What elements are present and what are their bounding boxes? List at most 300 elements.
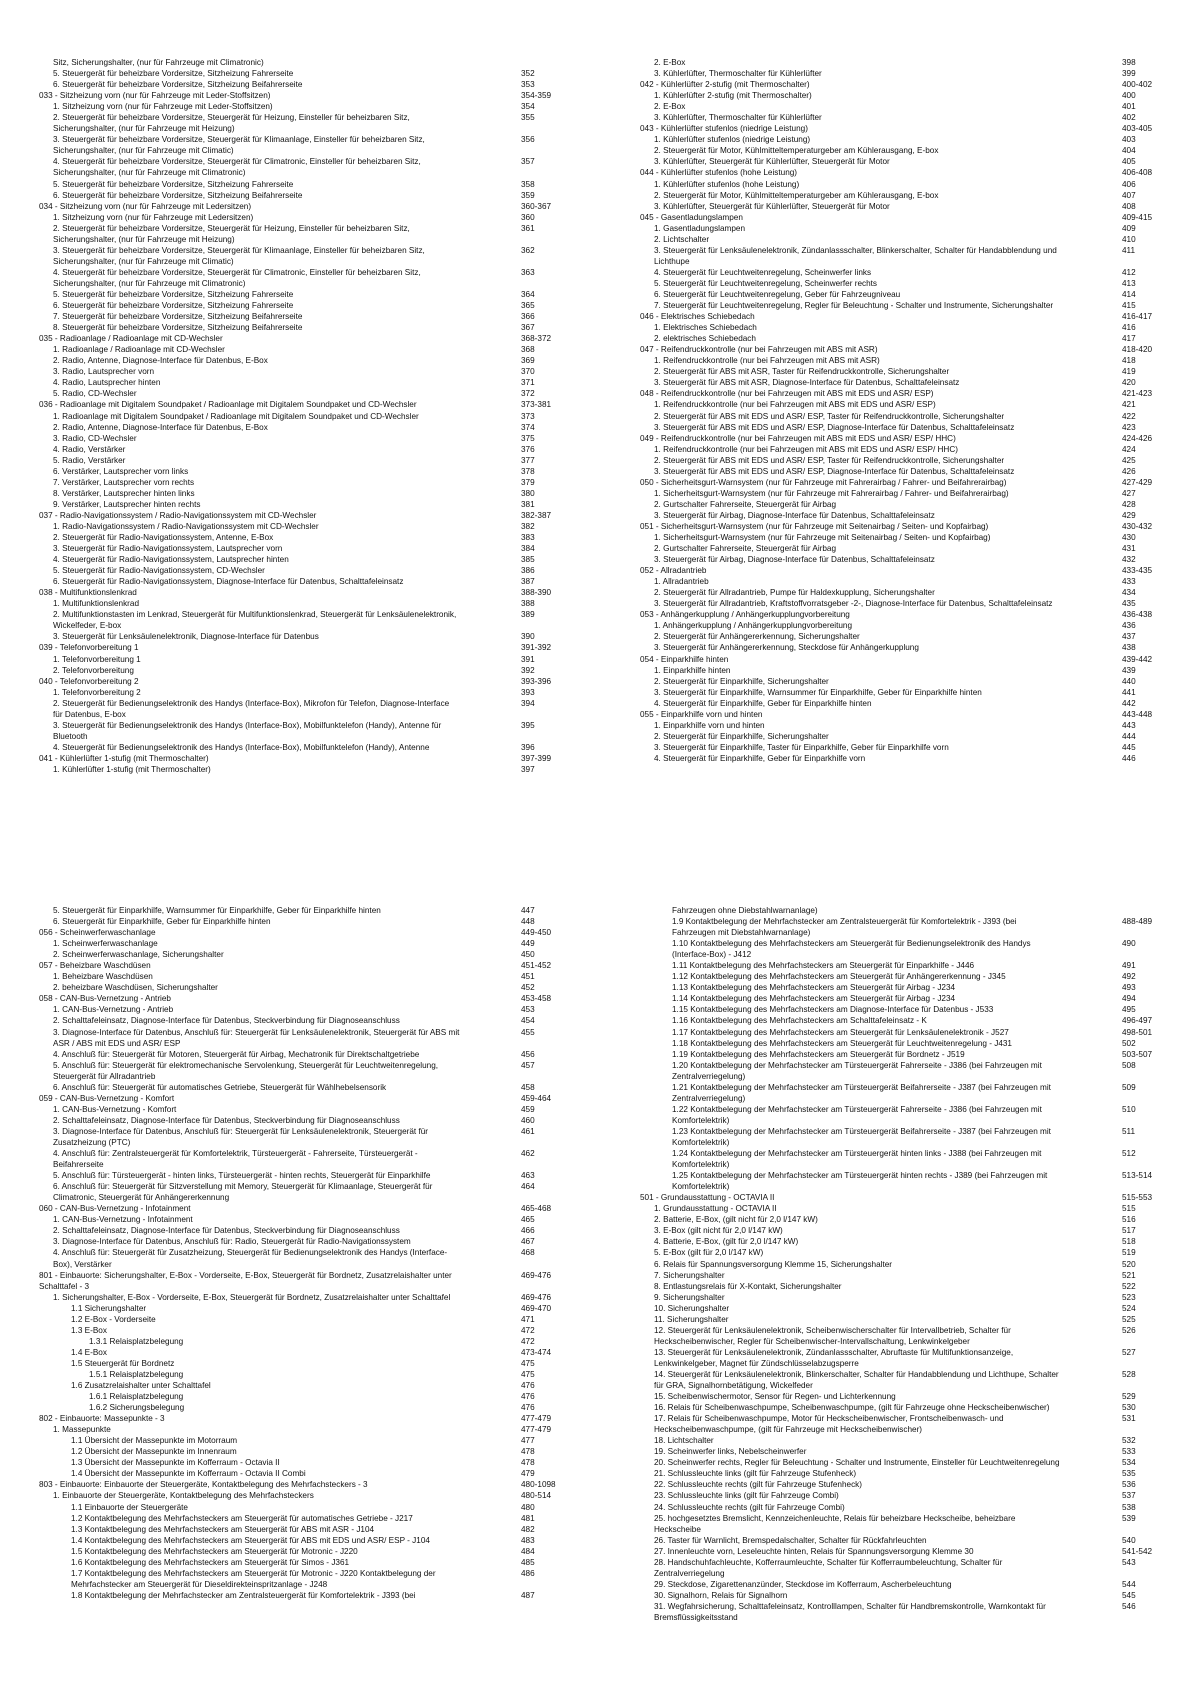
toc-section-entry[interactable] [640, 79, 1154, 90]
toc-entry-title: 4. Anschluß für: Zentralsteuergerät für Komfortelektrik, Türsteuergerät - Fahrerseite, Türsteuergerät - Beifahrerseite [53, 1149, 418, 1170]
toc-entry[interactable] [39, 1170, 553, 1181]
toc-entry-page: 380 [521, 488, 535, 498]
toc-entry-page: 394 [521, 698, 535, 708]
toc-section-entry[interactable] [640, 609, 1154, 620]
toc-entry-page: 476 [521, 1403, 535, 1413]
toc-entry[interactable] [640, 1435, 1154, 1446]
toc-entry[interactable] [39, 422, 553, 433]
toc-entry-title: 2. Schalttafeleinsatz, Diagnose-Interface für Datenbus, Steckverbindung für Diagnoseanschluss [53, 1016, 400, 1026]
toc-entry[interactable] [39, 1325, 553, 1336]
toc-entry-page: 543 [1122, 1557, 1136, 1567]
toc-entry[interactable] [640, 179, 1154, 190]
toc-entry-title: 6. Anschluß für: Steuergerät für Sitzverstellung mit Memory, Steuergerät für Klimaanlage, Steuergerät für Climatronic, Steuergerät für Anhängererkennung [53, 1182, 433, 1203]
toc-entry[interactable] [39, 742, 553, 753]
toc-section-entry[interactable] [39, 753, 553, 764]
toc-entry[interactable] [640, 333, 1154, 344]
toc-entry[interactable] [39, 1380, 553, 1391]
toc-entry[interactable] [640, 245, 1154, 267]
toc-section-entry[interactable] [39, 510, 553, 521]
toc-entry[interactable] [640, 422, 1154, 433]
toc-entry[interactable] [39, 720, 553, 742]
toc-entry-page: 491 [1122, 961, 1136, 971]
toc-entry[interactable] [39, 1104, 553, 1115]
toc-entry-page: 461 [521, 1126, 535, 1136]
toc-entry-page: 530 [1122, 1403, 1136, 1413]
toc-entry[interactable] [39, 1181, 553, 1203]
toc-entry[interactable] [640, 377, 1154, 388]
toc-entry-page: 448 [521, 917, 535, 927]
toc-entry[interactable] [640, 753, 1154, 764]
toc-section-entry[interactable] [640, 311, 1154, 322]
toc-entry[interactable] [640, 1148, 1154, 1170]
toc-entry[interactable] [640, 1027, 1154, 1038]
toc-entry[interactable] [640, 971, 1154, 982]
toc-section-entry[interactable] [640, 388, 1154, 399]
toc-entry[interactable] [640, 355, 1154, 366]
toc-section-entry[interactable] [640, 521, 1154, 532]
toc-entry[interactable] [39, 1402, 553, 1413]
toc-entry[interactable] [39, 1214, 553, 1225]
toc-entry-page: 492 [1122, 972, 1136, 982]
toc-entry-title: 18. Lichtschalter [654, 1436, 714, 1446]
toc-entry[interactable] [640, 57, 1154, 68]
toc-section-entry[interactable] [640, 1192, 1154, 1203]
toc-entry-page: 426 [1122, 466, 1136, 476]
toc-entry[interactable] [39, 565, 553, 576]
toc-entry-page: 368-372 [521, 334, 552, 344]
toc-entry[interactable] [640, 68, 1154, 79]
toc-entry[interactable] [640, 156, 1154, 167]
toc-entry[interactable] [640, 1126, 1154, 1148]
toc-entry[interactable] [39, 543, 553, 554]
toc-entry-title: 2. Steuergerät für Bedienungselektronik des Handys (Interface-Box), Mikrofon für Telefon, Diagnose-Interface für Datenbus, E-box [53, 698, 450, 719]
toc-entry-title: 1.20 Kontaktbelegung der Mehrfachstecker am Türsteuergerät Fahrerseite - J386 (bei Fahrzeugen mit Zentralverriegelung) [672, 1060, 1042, 1081]
toc-entry[interactable] [640, 905, 1154, 916]
toc-entry[interactable] [640, 993, 1154, 1004]
toc-entry[interactable] [39, 1126, 553, 1148]
toc-entry-page: 412 [1122, 267, 1136, 277]
toc-entry-title: 5. Steuergerät für Leuchtweitenregelung, Scheinwerfer rechts [654, 278, 878, 288]
toc-entry[interactable] [39, 1424, 553, 1435]
toc-entry-title: 1. Sitzheizung vorn (nur für Fahrzeuge mit Leder-Stoffsitzen) [53, 102, 273, 112]
toc-entry-page: 460 [521, 1115, 535, 1125]
toc-section-entry[interactable] [640, 212, 1154, 223]
toc-entry-page: 422 [1122, 411, 1136, 421]
toc-entry[interactable] [640, 1402, 1154, 1413]
toc-entry[interactable] [640, 322, 1154, 333]
toc-entry[interactable] [39, 1247, 553, 1269]
toc-entry-title: 3. Kühlerlüfter, Thermoschalter für Kühlerlüfter [654, 113, 822, 123]
toc-entry-page: 436 [1122, 621, 1136, 631]
toc-entry[interactable] [39, 1369, 553, 1380]
toc-section-entry[interactable] [640, 433, 1154, 444]
toc-entry-title: 30. Signalhorn, Relais für Signalhorn [654, 1590, 788, 1600]
toc-entry[interactable] [39, 1490, 553, 1501]
toc-entry-page: 517 [1122, 1226, 1136, 1236]
toc-entry-title: 501 - Grundausstattung - OCTAVIA II [640, 1193, 775, 1203]
toc-entry-title: 052 - Allradantrieb [640, 566, 707, 576]
toc-entry-title: 1. Elektrisches Schiebedach [654, 323, 757, 333]
toc-entry[interactable] [39, 300, 553, 311]
toc-entry-page: 353 [521, 80, 535, 90]
toc-entry-page: 400 [1122, 91, 1136, 101]
toc-entry-page: 391-392 [521, 643, 552, 653]
toc-entry[interactable] [39, 388, 553, 399]
toc-entry[interactable] [39, 665, 553, 676]
toc-entry[interactable] [640, 1214, 1154, 1225]
toc-entry-page: 486 [521, 1568, 535, 1578]
toc-entry-title: 1. Multifunktionslenkrad [53, 599, 140, 609]
toc-entry-page: 465-468 [521, 1204, 552, 1214]
toc-entry[interactable] [640, 532, 1154, 543]
toc-entry-title: 043 - Kühlerlüfter stufenlos (niedrige Leistung) [640, 124, 808, 134]
toc-entry[interactable] [39, 212, 553, 223]
toc-entry[interactable] [39, 1557, 553, 1568]
toc-entry[interactable] [39, 377, 553, 388]
toc-entry[interactable] [640, 1579, 1154, 1590]
toc-entry[interactable] [640, 1601, 1154, 1623]
toc-entry-page: 498-501 [1122, 1027, 1153, 1037]
toc-entry[interactable] [640, 267, 1154, 278]
toc-entry[interactable] [39, 1148, 553, 1170]
toc-entry[interactable] [640, 145, 1154, 156]
toc-section-entry[interactable] [39, 587, 553, 598]
toc-entry[interactable] [640, 1015, 1154, 1026]
toc-entry-title: 1.17 Kontaktbelegung des Mehrfachsteckers am Steuergerät für Lenksäulenelektronik - J527 [672, 1027, 1009, 1037]
toc-entry-title: 16. Relais für Scheibenwaschpumpe, Scheibenwaschpumpe, (gilt für Fahrzeuge ohne Heckscheibenwischer) [654, 1403, 1050, 1413]
toc-entry[interactable] [39, 949, 553, 960]
toc-section-entry[interactable] [640, 654, 1154, 665]
toc-entry[interactable] [640, 1369, 1154, 1391]
toc-entry[interactable] [39, 982, 553, 993]
toc-entry[interactable] [640, 1457, 1154, 1468]
toc-entry-title: 2. Steuergerät für Motor, Kühlmitteltemperaturgeber am Kühlerausgang, E-box [654, 190, 939, 200]
toc-entry[interactable] [640, 289, 1154, 300]
toc-column-top-left [39, 57, 553, 775]
toc-entry[interactable] [640, 938, 1154, 960]
toc-entry[interactable] [640, 1535, 1154, 1546]
toc-entry[interactable] [640, 1446, 1154, 1457]
toc-entry[interactable] [640, 399, 1154, 410]
toc-entry[interactable] [640, 1479, 1154, 1490]
toc-entry-title: 1. Telefonvorbereitung 2 [53, 687, 141, 697]
toc-section-entry[interactable] [640, 709, 1154, 720]
toc-section-entry[interactable] [39, 201, 553, 212]
toc-entry-page: 473-474 [521, 1347, 552, 1357]
toc-entry-title: 1.24 Kontaktbelegung der Mehrfachstecker am Türsteuergerät hinten links - J388 (bei Fahrzeugen mit Komfortelektrik) [672, 1149, 1042, 1170]
toc-entry[interactable] [640, 687, 1154, 698]
toc-entry[interactable] [640, 488, 1154, 499]
toc-entry[interactable] [39, 1502, 553, 1513]
toc-entry-title: 1.23 Kontaktbelegung der Mehrfachstecker am Türsteuergerät Beifahrerseite - J387 (bei Fahrzeugen mit Komfortelektrik) [672, 1126, 1051, 1147]
toc-entry[interactable] [640, 916, 1154, 938]
toc-entry[interactable] [39, 905, 553, 916]
toc-entry-title: 14. Steuergerät für Lenksäulenelektronik, Blinkerschalter, Schalter für Handabblendung und Lichthupe, Schalter für GRA, Signalhornbetätigung, Wickelfeder [654, 1369, 1059, 1391]
toc-section-entry[interactable] [39, 399, 553, 410]
toc-entry[interactable] [39, 1468, 553, 1479]
toc-entry[interactable] [39, 532, 553, 543]
toc-entry-page: 496-497 [1122, 1016, 1153, 1026]
toc-entry[interactable] [640, 1292, 1154, 1303]
toc-entry[interactable] [39, 1082, 553, 1093]
toc-entry-page: 367 [521, 323, 535, 333]
toc-entry[interactable] [640, 1347, 1154, 1369]
toc-entry[interactable] [39, 1457, 553, 1468]
toc-entry-title: 19. Scheinwerfer links, Nebelscheinwerfer [654, 1447, 807, 1457]
toc-entry[interactable] [640, 1170, 1154, 1192]
toc-section-entry[interactable] [39, 642, 553, 653]
toc-entry-page: 546 [1122, 1601, 1136, 1611]
toc-entry[interactable] [39, 609, 553, 631]
toc-entry[interactable] [640, 1391, 1154, 1402]
toc-entry-title: 4. Steuergerät für Bedienungselektronik des Handys (Interface-Box), Mobilfunktelefon (Handy), Antenne [53, 742, 430, 752]
toc-section-entry[interactable] [640, 565, 1154, 576]
toc-entry[interactable] [39, 1015, 553, 1026]
toc-entry[interactable] [39, 455, 553, 466]
toc-entry[interactable] [640, 1049, 1154, 1060]
toc-entry[interactable] [640, 1590, 1154, 1601]
toc-entry[interactable] [640, 510, 1154, 521]
toc-entry-page: 529 [1122, 1392, 1136, 1402]
toc-entry-page: 387 [521, 577, 535, 587]
toc-entry[interactable] [640, 598, 1154, 609]
toc-entry[interactable] [640, 101, 1154, 112]
toc-entry[interactable] [39, 444, 553, 455]
toc-entry[interactable] [39, 1546, 553, 1557]
toc-entry[interactable] [640, 90, 1154, 101]
toc-entry[interactable] [39, 411, 553, 422]
toc-entry[interactable] [39, 1303, 553, 1314]
toc-entry[interactable] [39, 1236, 553, 1247]
toc-entry[interactable] [39, 179, 553, 190]
toc-entry-title: 5. Radio, Verstärker [53, 455, 126, 465]
toc-entry[interactable] [39, 79, 553, 90]
toc-entry[interactable] [640, 1557, 1154, 1579]
toc-entry-page: 409-415 [1122, 212, 1153, 222]
toc-entry[interactable] [39, 355, 553, 366]
toc-entry-page: 408 [1122, 201, 1136, 211]
toc-entry[interactable] [39, 1446, 553, 1457]
toc-entry[interactable] [39, 971, 553, 982]
toc-entry[interactable] [39, 466, 553, 477]
toc-entry[interactable] [640, 698, 1154, 709]
toc-entry[interactable] [640, 190, 1154, 201]
toc-entry-title: 1.3.1 Relaisplatzbelegung [89, 1336, 184, 1346]
toc-entry-title: 7. Sicherungshalter [654, 1270, 725, 1280]
toc-section-entry[interactable] [39, 1203, 553, 1214]
toc-entry[interactable] [39, 1535, 553, 1546]
toc-entry[interactable] [39, 1568, 553, 1590]
toc-entry-title: 26. Taster für Warnlicht, Bremspedalschalter, Schalter für Rückfahrleuchten [654, 1535, 927, 1545]
toc-entry-page: 375 [521, 433, 535, 443]
toc-section-entry[interactable] [39, 676, 553, 687]
toc-entry[interactable] [640, 620, 1154, 631]
toc-entry-title: 801 - Einbauorte: Sicherungshalter, E-Box - Vorderseite, E-Box, Steuergerät für Bordnetz, Zusatzrelaishalter unter Schalttafel - 3 [39, 1270, 452, 1291]
toc-entry[interactable] [39, 366, 553, 377]
toc-entry[interactable] [39, 916, 553, 927]
toc-entry[interactable] [640, 742, 1154, 753]
toc-entry[interactable] [39, 598, 553, 609]
toc-section-entry[interactable] [39, 993, 553, 1004]
toc-entry-title: 2. Gurtschalter Fahrerseite, Steuergerät für Airbag [654, 544, 837, 554]
toc-entry[interactable] [39, 101, 553, 112]
toc-entry[interactable] [39, 223, 553, 245]
toc-entry-page: 376 [521, 444, 535, 454]
toc-entry[interactable] [640, 982, 1154, 993]
toc-entry[interactable] [640, 1247, 1154, 1258]
toc-entry[interactable] [640, 1413, 1154, 1435]
toc-entry-title: 5. Steuergerät für beheizbare Vordersitze, Sitzheizung Fahrerseite [53, 179, 294, 189]
toc-entry[interactable] [39, 267, 553, 289]
toc-entry[interactable] [640, 278, 1154, 289]
toc-entry[interactable] [640, 554, 1154, 565]
toc-entry-page: 440 [1122, 676, 1136, 686]
toc-entry-page: 476 [521, 1381, 535, 1391]
toc-entry[interactable] [39, 1115, 553, 1126]
toc-entry[interactable] [640, 1303, 1154, 1314]
toc-entry[interactable] [39, 311, 553, 322]
toc-section-entry[interactable] [39, 1413, 553, 1424]
toc-entry[interactable] [39, 687, 553, 698]
toc-entry[interactable] [39, 1524, 553, 1535]
toc-entry-page: 363 [521, 267, 535, 277]
toc-entry[interactable] [39, 1513, 553, 1524]
toc-section-entry[interactable] [39, 90, 553, 101]
toc-entry[interactable] [640, 134, 1154, 145]
toc-entry[interactable] [39, 938, 553, 949]
toc-entry[interactable] [640, 1004, 1154, 1015]
toc-entry-page: 465 [521, 1215, 535, 1225]
toc-section-entry[interactable] [39, 1093, 553, 1104]
toc-entry[interactable] [39, 576, 553, 587]
toc-entry[interactable] [39, 1292, 553, 1303]
toc-entry[interactable] [640, 366, 1154, 377]
toc-section-entry[interactable] [39, 927, 553, 938]
toc-entry[interactable] [640, 1513, 1154, 1535]
toc-entry[interactable] [39, 156, 553, 178]
toc-entry-title: 4. Anschluß für: Steuergerät für Zusatzheizung, Steuergerät für Bedienungselektronik des Handys (Interface-Box), Verstärker [53, 1248, 448, 1269]
toc-entry[interactable] [640, 1236, 1154, 1247]
toc-entry[interactable] [640, 1490, 1154, 1501]
toc-entry-title: 1.2 Übersicht der Massepunkte im Innenraum [71, 1447, 237, 1457]
toc-entry[interactable] [640, 1104, 1154, 1126]
toc-entry[interactable] [39, 554, 553, 565]
toc-entry[interactable] [39, 654, 553, 665]
toc-entry[interactable] [640, 300, 1154, 311]
toc-entry[interactable] [640, 1259, 1154, 1270]
toc-entry[interactable] [39, 433, 553, 444]
toc-entry[interactable] [640, 960, 1154, 971]
toc-section-entry[interactable] [640, 167, 1154, 178]
toc-entry[interactable] [640, 444, 1154, 455]
toc-entry[interactable] [640, 631, 1154, 642]
toc-entry[interactable] [640, 1082, 1154, 1104]
toc-entry[interactable] [39, 289, 553, 300]
toc-section-entry[interactable] [39, 1479, 556, 1490]
toc-entry[interactable] [640, 676, 1154, 687]
toc-section-entry[interactable] [640, 344, 1154, 355]
toc-entry[interactable] [39, 134, 553, 156]
toc-entry-title: 21. Schlussleuchte links (gilt für Fahrzeuge Stufenheck) [654, 1469, 857, 1479]
toc-entry[interactable] [640, 665, 1154, 676]
toc-entry[interactable] [39, 322, 553, 333]
toc-entry[interactable] [640, 1314, 1154, 1325]
toc-entry[interactable] [640, 587, 1154, 598]
toc-entry[interactable] [39, 344, 553, 355]
toc-section-entry[interactable] [640, 477, 1154, 488]
toc-entry-title: 1.14 Kontaktbelegung des Mehrfachsteckers am Steuergerät für Airbag - J234 [672, 994, 956, 1004]
toc-section-entry[interactable] [39, 960, 553, 971]
toc-entry[interactable] [640, 1225, 1154, 1236]
toc-entry[interactable] [39, 1314, 553, 1325]
toc-entry[interactable] [39, 1435, 553, 1446]
toc-section-entry[interactable] [39, 333, 553, 344]
toc-entry[interactable] [640, 1270, 1154, 1281]
toc-entry[interactable] [39, 112, 553, 134]
toc-entry[interactable] [640, 543, 1154, 554]
toc-entry[interactable] [640, 1060, 1154, 1082]
toc-entry-page: 404 [1122, 146, 1136, 156]
toc-entry-page: 467 [521, 1237, 535, 1247]
toc-entry[interactable] [39, 477, 553, 488]
toc-entry[interactable] [39, 1590, 553, 1601]
toc-entry[interactable] [640, 642, 1154, 653]
toc-entry[interactable] [640, 731, 1154, 742]
toc-entry[interactable] [39, 1049, 553, 1060]
toc-entry[interactable] [39, 190, 553, 201]
toc-entry[interactable] [39, 1060, 553, 1082]
toc-entry[interactable] [39, 698, 553, 720]
toc-entry[interactable] [39, 245, 553, 267]
toc-section-entry[interactable] [640, 123, 1154, 134]
toc-entry[interactable] [39, 488, 553, 499]
toc-entry[interactable] [640, 466, 1154, 477]
toc-entry[interactable] [39, 521, 553, 532]
toc-entry[interactable] [640, 1038, 1154, 1049]
toc-entry[interactable] [39, 68, 553, 79]
toc-entry-title: 2. Steuergerät für Anhängererkennung, Sicherungshalter [654, 632, 860, 642]
toc-entry[interactable] [39, 631, 553, 642]
toc-entry[interactable] [640, 234, 1154, 245]
toc-entry[interactable] [640, 499, 1154, 510]
toc-entry[interactable] [640, 1468, 1154, 1479]
toc-entry[interactable] [39, 1225, 553, 1236]
toc-entry[interactable] [39, 1336, 553, 1347]
toc-entry[interactable] [39, 1358, 553, 1369]
toc-entry[interactable] [640, 455, 1154, 466]
toc-entry[interactable] [640, 201, 1154, 212]
toc-entry[interactable] [39, 1004, 553, 1015]
toc-entry[interactable] [39, 1391, 553, 1402]
toc-entry[interactable] [39, 499, 553, 510]
toc-entry[interactable] [640, 1203, 1154, 1214]
toc-entry[interactable] [39, 1347, 553, 1358]
toc-entry[interactable] [39, 57, 553, 68]
toc-entry[interactable] [640, 1325, 1154, 1347]
toc-entry[interactable] [640, 112, 1154, 123]
toc-entry-page: 451 [521, 972, 535, 982]
toc-entry[interactable] [640, 1502, 1154, 1513]
toc-entry[interactable] [640, 1281, 1154, 1292]
toc-entry[interactable] [39, 1027, 553, 1049]
toc-entry[interactable] [640, 1546, 1154, 1557]
toc-entry[interactable] [640, 576, 1154, 587]
toc-entry[interactable] [640, 411, 1154, 422]
toc-entry[interactable] [39, 764, 553, 775]
toc-entry[interactable] [640, 720, 1154, 731]
toc-section-entry[interactable] [39, 1270, 553, 1292]
toc-entry[interactable] [640, 223, 1154, 234]
